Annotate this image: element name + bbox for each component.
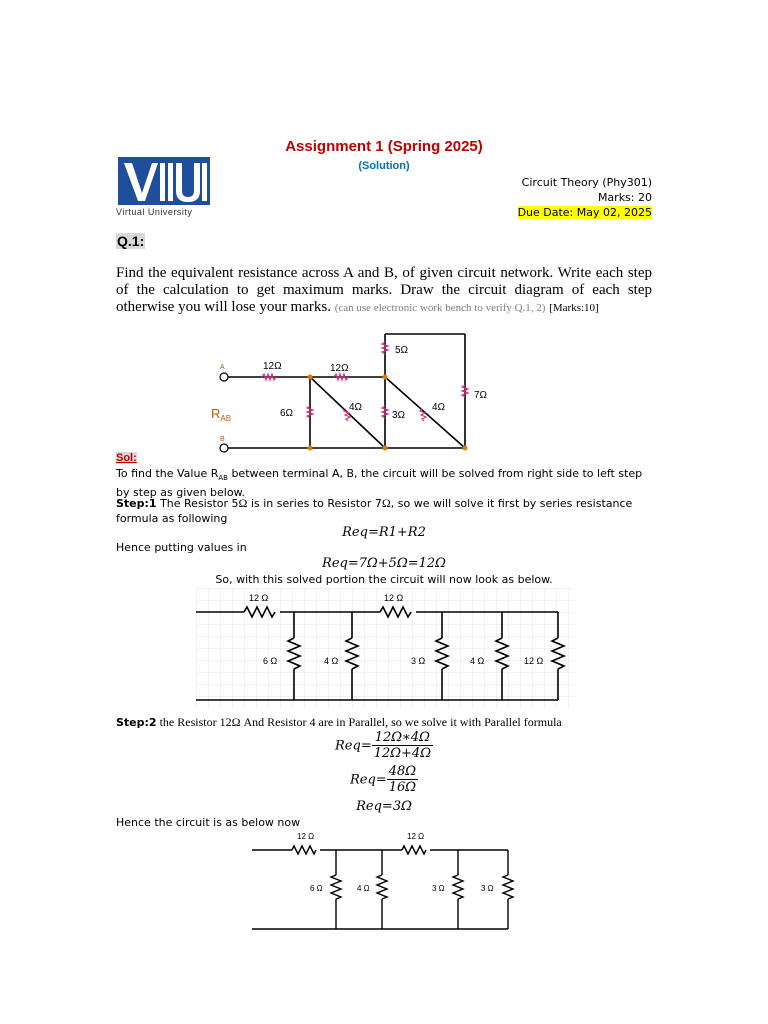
eq4-denominator: 16Ω (388, 780, 417, 795)
question-body: Find the equivalent resistance across A and B, of given circuit network. Write each step of the calculation to get maximum marks. Draw the circuit diagram of each step otherwise you will lose your marks. (116, 265, 652, 315)
step2-body: the Resistor 12Ω And Resistor 4 are in Parallel, so we solve it with Parallel formula (156, 715, 562, 729)
equation-parallel-result: Req=3Ω (356, 799, 412, 814)
circuit-figure-step2 (252, 829, 522, 933)
r6-label: 4Ω (349, 402, 363, 413)
r5-label: 6Ω (280, 408, 294, 419)
circuit-figure-step1 (196, 588, 574, 708)
step1-b: is in series to Resistor 7 (247, 497, 382, 510)
step1-c: , so we will solve it first by series resistance formula as following (116, 497, 633, 525)
r4-label: 7Ω (474, 390, 488, 401)
node-b-label: B (220, 436, 225, 443)
fig2-r7-label: 12 Ω (524, 656, 544, 666)
r1-label: 12Ω (263, 361, 282, 372)
question-label: Q.1: (117, 233, 145, 249)
equation-series-values: Req=7Ω+5Ω=12Ω (322, 556, 446, 571)
step1-a: The Resistor 5 (156, 497, 239, 510)
eq3-denominator: 12Ω+4Ω (373, 746, 431, 761)
question-hint: (can use electronic work bench to verify Q.1, 2) (334, 302, 546, 314)
r2-label: 12Ω (330, 363, 349, 374)
equation-parallel-values (0, 765, 768, 795)
r7-label: 3Ω (392, 410, 406, 421)
solution-subtitle: (Solution) (358, 160, 410, 172)
question-text (116, 265, 652, 317)
putting-values-text: Hence putting values in (116, 541, 247, 554)
marks-total: Marks: 20 (597, 191, 652, 204)
fig3-r3-label: 6 Ω (310, 884, 323, 893)
fig3-r6-label: 3 Ω (481, 884, 494, 893)
eq4-lhs: Req= (349, 772, 387, 788)
hence-text: Hence the circuit is as below now (116, 816, 301, 829)
circuit-figure-original (210, 330, 488, 452)
due-date: Due Date: May 02, 2025 (517, 206, 652, 219)
logo-text: Virtual University (116, 207, 193, 217)
fig3-r2-label: 12 Ω (407, 832, 425, 841)
fig2-r6-label: 4 Ω (470, 656, 485, 666)
step1-text (116, 496, 656, 526)
fig2-r2-label: 12 Ω (384, 593, 404, 603)
fig2-r3-label: 6 Ω (263, 656, 278, 666)
step2-label: Step:2 (116, 716, 157, 729)
course-name: Circuit Theory (Phy301) (521, 176, 652, 189)
fig3-r4-label: 4 Ω (357, 884, 370, 893)
intro-text-b: between terminal A, B, the circuit will be solved from right side to left step by step as given below. (116, 467, 643, 499)
r8-label: 4Ω (432, 402, 446, 413)
question-marks: [Marks:10] (549, 302, 599, 314)
intro-sub: AB (218, 474, 228, 483)
eq3-numerator: 12Ω∗4Ω (372, 731, 433, 746)
fig3-r5-label: 3 Ω (432, 884, 445, 893)
ohm-1: Ω (238, 496, 248, 510)
course-info (518, 175, 652, 220)
ohm-2: Ω (381, 496, 391, 510)
step1-label: Step:1 (116, 497, 157, 510)
equation-parallel (0, 731, 768, 761)
eq3-lhs: Req= (335, 738, 372, 754)
fig2-r1-label: 12 Ω (249, 593, 269, 603)
fig2-r5-label: 3 Ω (411, 656, 426, 666)
rab-label: $R_{AB}$ (211, 406, 232, 423)
vu-logo (116, 157, 212, 217)
assignment-title: Assignment 1 (Spring 2025) (285, 138, 483, 155)
fig2-r4-label: 4 Ω (324, 656, 339, 666)
node-a-label: A (220, 364, 225, 371)
solution-label: Sol: (116, 452, 137, 464)
step2-text (116, 715, 656, 731)
equation-series: Req=R1+R2 (342, 525, 426, 540)
eq4-numerator: 48Ω (388, 764, 417, 779)
r3-label: 5Ω (395, 345, 409, 356)
intro-text-a: To find the Value R (116, 467, 219, 480)
fig3-r1-label: 12 Ω (297, 832, 315, 841)
so-text: So, with this solved portion the circuit will now look as below. (215, 573, 553, 586)
